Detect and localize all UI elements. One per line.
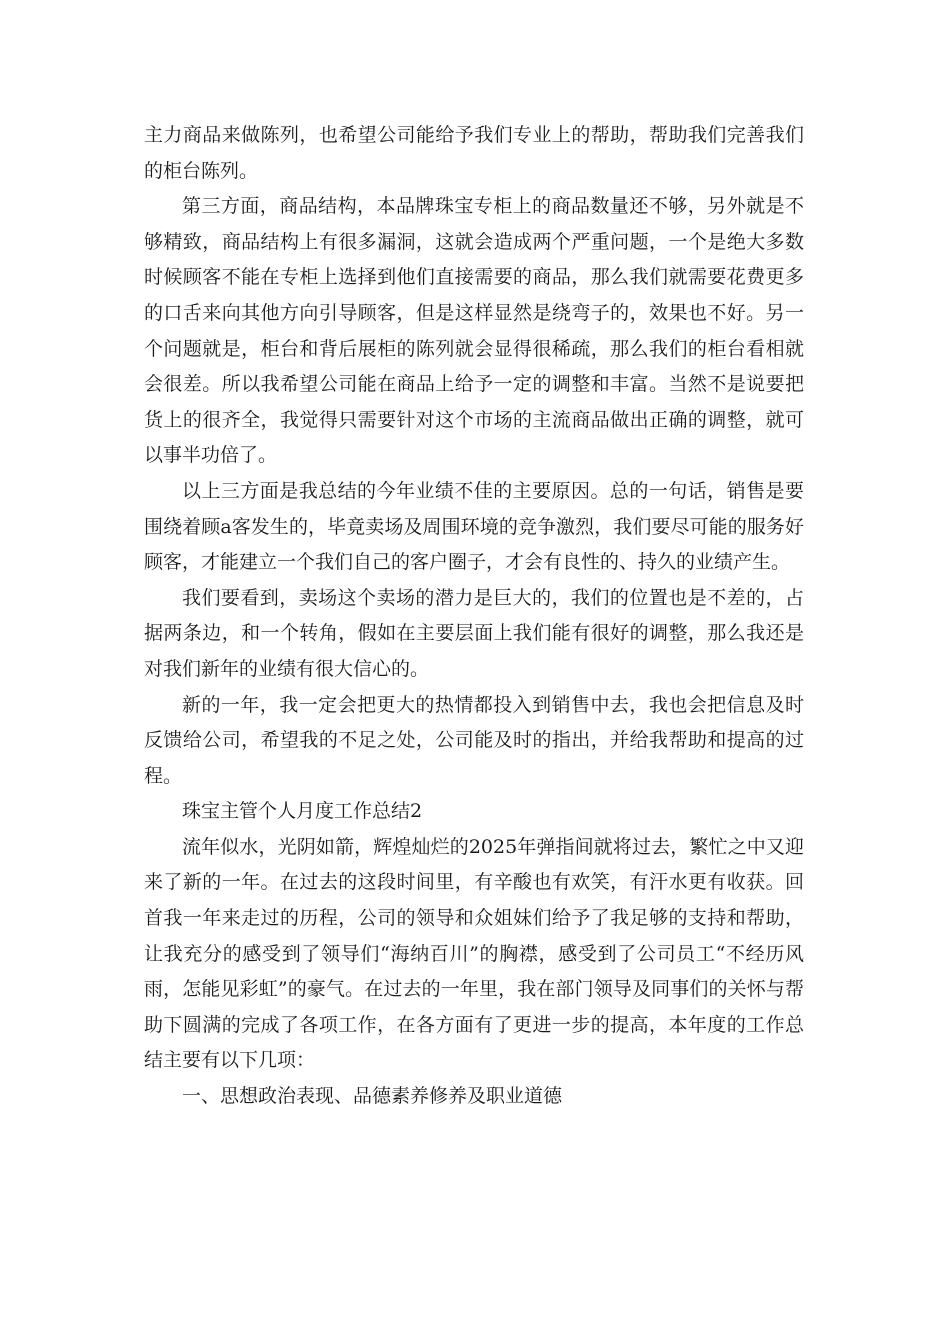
paragraph-product-structure: 第三方面，商品结构，本品牌珠宝专柜上的商品数量还不够，另外就是不够精致，商品结构上有很多漏洞，这就会造成两个严重问题，一个是绝大多数时候顾客不能在专柜上选择到他们直接需要的商品，那么我们就需要花费更多的口舌来向其他方向引导顾客，但是这样显然是绕弯子的，效果也不好。另一个问题就是，柜台和背后展柜的陈列就会显得很稀疏，那么我们的柜台看相就会很差。所以我希望公司能在商品上给予一定的调整和丰富。当然不是说要把货上的很齐全，我觉得只需要针对这个市场的主流商品做出正确的调整，就可以事半功倍了。 xyxy=(144,195,804,467)
paragraph-year-review: 流年似水，光阴如箭，辉煌灿烂的2025年弹指间就将过去，繁忙之中又迎来了新的一年。在过去的这段时间里，有辛酸也有欢笑，有汗水更有收获。回首我一年来走过的历程，公司的领导和众姐妹们给予了我足够的支持和帮助，让我充分的感受到了领导们“海纳百川”的胸襟，感受到了公司员工“不经历风雨，怎能见彩虹”的豪气。在过去的一年里，我在部门领导及同事们的关怀与帮助下圆满的完成了各项工作，在各方面有了更进一步的提高，本年度的工作总结主要有以下几项： xyxy=(144,835,804,1072)
section-heading-summary-2: 珠宝主管个人月度工作总结2 xyxy=(182,800,423,823)
section-heading-ethics: 一、思想政治表现、品德素养修养及职业道德 xyxy=(182,1085,563,1108)
paragraph-store-potential: 我们要看到，卖场这个卖场的潜力是巨大的，我们的位置也是不差的，占据两条边，和一个转角，假如在主要层面上我们能有很好的调整，那么我还是对我们新年的业绩有很大信心的。 xyxy=(144,586,804,680)
paragraph-new-year-plan: 新的一年，我一定会把更大的热情都投入到销售中去，我也会把信息及时反馈给公司，希望我的不足之处，公司能及时的指出，并给我帮助和提高的过程。 xyxy=(144,693,804,787)
paragraph-summary-reasons: 以上三方面是我总结的今年业绩不佳的主要原因。总的一句话，销售是要围绕着顾a客发生的，毕竟卖场及周围环境的竞争激烈，我们要尽可能的服务好顾客，才能建立一个我们自己的客户圈子，才会有良性的、持久的业绩产生。 xyxy=(144,479,804,574)
paragraph-display-continuation: 主力商品来做陈列，也希望公司能给予我们专业上的帮助，帮助我们完善我们的柜台陈列。 xyxy=(144,124,804,182)
document-body xyxy=(144,118,804,1115)
